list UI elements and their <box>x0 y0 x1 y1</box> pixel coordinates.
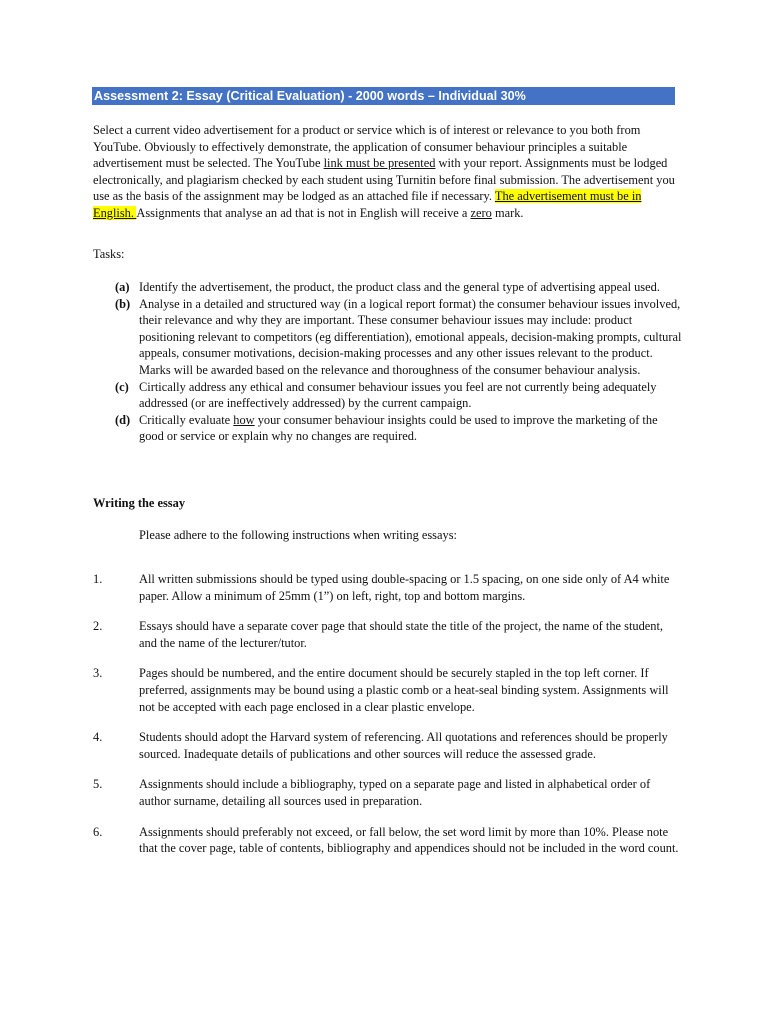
english-requirement-highlight: The advertisement must be in English. <box>93 189 642 220</box>
instruction-number: 6. <box>93 824 103 839</box>
task-letter: (b) <box>115 296 131 311</box>
intro-text-2: with your report. Assignments must be lodged electronically, and plagiarism checked by each student using Turnitin before final submission. The advertisement you use as the basis of the assignment may be lodged as an attached file if necessary. <box>93 156 675 204</box>
how-word: how <box>233 412 255 427</box>
task-text-before: Critically evaluate <box>139 412 234 427</box>
instruction-item <box>93 571 683 604</box>
instruction-list <box>93 571 683 871</box>
tasks-label: Tasks: <box>93 247 125 261</box>
task-item-b <box>93 296 683 379</box>
intro-paragraph <box>93 122 683 222</box>
task-letter: (d) <box>115 412 131 427</box>
task-text: Cirtically address any ethical and consumer behaviour issues you feel are not currently being adequately addressed (or are ineffectively addressed) by the current campaign. <box>139 379 657 411</box>
instructions-intro: Please adhere to the following instructions when writing essays: <box>139 528 457 542</box>
task-item-c <box>93 379 683 412</box>
task-item-d <box>93 412 683 445</box>
intro-text-3: Assignments that analyse an ad that is not in English will receive a <box>136 205 471 220</box>
task-text: Identify the advertisement, the product, the product class and the general type of advertising appeal used. <box>139 280 660 294</box>
writing-heading: Writing the essay <box>93 496 186 510</box>
instruction-text: Assignments should include a bibliography, typed on a separate page and listed in alphabetical order of author surname, detailing all sources used in preparation. <box>139 777 651 808</box>
task-item-a <box>93 279 683 296</box>
instruction-text: All written submissions should be typed using double-spacing or 1.5 spacing, on one side only of A4 white paper. Allow a minimum of 25mm (1”) on left, right, top and bottom margins. <box>139 572 670 603</box>
instruction-text: Essays should have a separate cover page that should state the title of the project, the name of the student, and the name of the lecturer/tutor. <box>139 619 664 650</box>
instruction-text: Pages should be numbered, and the entire document should be securely stapled in the top left corner. If preferred, assignments may be bound using a plastic comb or a heat-seal binding system. Assignments will not be accepted with each page enclosed in a clear plastic envelope. <box>139 666 669 714</box>
instruction-number: 2. <box>93 619 103 634</box>
youtube-link-phrase: link must be presented <box>323 156 436 171</box>
instruction-number: 5. <box>93 777 103 792</box>
instruction-item <box>93 665 683 715</box>
instruction-number: 4. <box>93 730 103 745</box>
zero-word: zero <box>470 205 492 220</box>
task-letter: (a) <box>115 280 130 294</box>
task-list <box>93 279 683 445</box>
instruction-item <box>93 618 683 651</box>
instruction-item <box>93 729 683 762</box>
instruction-text: Assignments should preferably not exceed, or fall below, the set word limit by more than 10%. Please note that the cover page, table of contents, bibliography and appendices should not be included in the word count. <box>139 824 679 856</box>
assessment-title: Assessment 2: Essay (Critical Evaluation) - 2000 words – Individual 30% <box>92 87 675 105</box>
task-letter: (c) <box>115 379 129 394</box>
intro-text-4: mark. <box>491 205 524 220</box>
intro-text-1: Select a current video advertisement for a product or service which is of interest or relevance to you both from YouTube. Obviously to effectively demonstrate, the application of consumer behaviour principles a suitable advertisement must be selected. The YouTube <box>93 123 641 171</box>
task-text: Analyse in a detailed and structured way (in a logical report format) the consumer behaviour issues involved, their relevance and why they are important. These consumer behaviour issues may include: product positioning relevant to competitors (eg differentiation), emotional appeals, decision-making prompts, cultural appeals, consumer motivations, decision-making processes and any other issues relevant to the product. Marks will be awarded based on the relevance and thoroughness of the consumer behaviour analysis. <box>139 296 682 377</box>
instruction-item <box>93 824 683 857</box>
instruction-number: 1. <box>93 572 103 586</box>
instruction-number: 3. <box>93 666 103 681</box>
task-text-after: your consumer behaviour insights could be used to improve the marketing of the good or service or explain why no changes are required. <box>139 412 658 444</box>
instruction-item <box>93 776 683 809</box>
instruction-text: Students should adopt the Harvard system of referencing. All quotations and references should be properly sourced. Inadequate details of publications and other sources will reduce the assessed grade. <box>139 730 668 761</box>
